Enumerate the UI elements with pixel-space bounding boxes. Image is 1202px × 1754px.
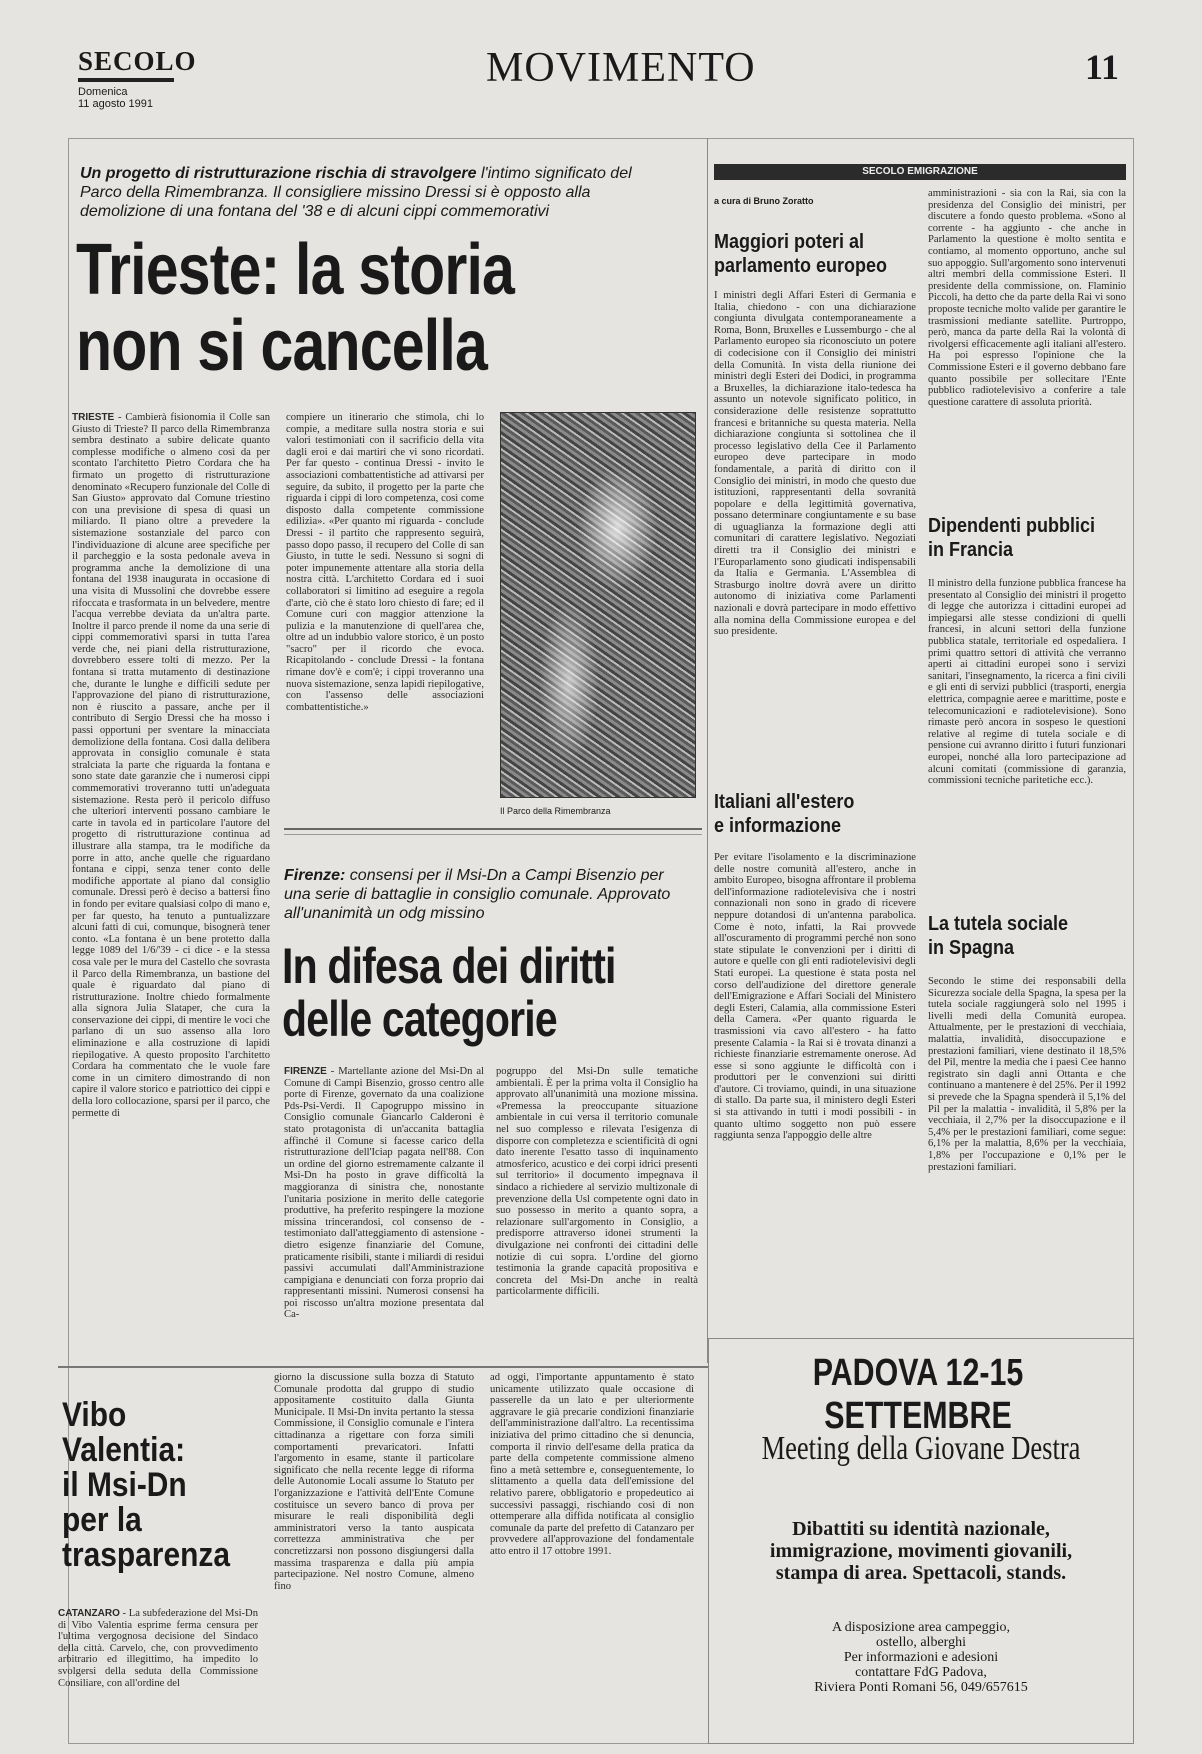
trieste-kicker-bold: Un progetto di ristrutturazione rischia di stravolgere [80, 165, 477, 182]
art2-title-line: Italiani all'estero [714, 791, 855, 813]
firenze-col1-text: - Martellante azione del Msi-Dn al Comune di Campi Bisenzio, grosso centro alle porte di Firenze, governato da una coalizione Pds-Psi-Verdi. Il Capogruppo missino in Consiglio comunale Giancarlo Calderoni è stato protagonista di un'accanita battaglia affinché il Comune si facesse carico della ristrutturazione dell'Iciap pagata nell'88. Con un ordine del giorno estremamente calzante il Msi-Dn ha posto in grave difficoltà la maggioranza di sinistra che, nonostante l'unitaria posizione in merito delle categorie produttive, ha preferito respingere la mozione missina trincerandosi, col consenso de - testimoniato dall'atteggiamento di astensione - dietro esigenze finanziarie del Comune, praticamente risibili, stante i miliardi di residui passivi accumulati dall'Amministrazione campigiana e denunciati con forza proprio dai rappresentanti missini. Numerosi consensi ha poi riscosso un'altra mozione presentata dal Ca- [284, 1066, 484, 1321]
trieste-kicker [80, 164, 660, 221]
emigrazione-art3-text: Il ministro della funzione pubblica francese ha presentato al Consiglio dei ministri il progetto di legge che autorizza i cittadini europei ad impiegarsi alle stesse condizioni di quelli francesi, in alcuni settori della funzione pubblica statale, territoriale ed ospedaliera. I primi quattro settori di attività che verranno aperti ai cittadini europei sono i servizi sanitari, l'insegnamento, la ricerca a fini civili e gli enti di servizi pubblici (trasporti, energia elettrica, compagnie aeree e marittime, poste e telecomunicazioni e radiotelevisione). Sono rimaste però ancora in sospeso le questioni relative al regime di tutela sociale e di pensione cui avranno diritto i futuri funzionari europei, nonché alla loro partecipazione ad alcuni comitati (commissione di garanzia, commissioni tecniche paritetiche ecc.). [928, 578, 1126, 787]
page-number: 11 [1085, 47, 1120, 87]
masthead-date [78, 86, 153, 110]
firenze-headline [282, 940, 692, 1046]
trieste-kicker-rest: l'intimo significato del Parco della Rimembranza. Il consigliere missino Dressi si è opposto alla demolizione di una fontana del '38 e di alcuni cippi commemorativi [80, 165, 632, 220]
advert-desc-line: Dibattiti su identità nazionale, [792, 1518, 1050, 1540]
art1-title-line: parlamento europeo [714, 255, 888, 277]
vibo-column-2: giorno la discussione sulla bozza di Statuto Comunale prodotta dal gruppo di studio appositamente costituito dalla Giunta Municipale. Il Msi-Dn invita pertanto la stessa Commissione, il Consiglio comunale e l'intera cittadinanza a rigettare con forza simili comportamenti prevaricatori. Infatti l'argomento in esame, stante il particolare significato che nella recente legge di riforma delle Autonomie Locali assume lo Statuto per l'organizzazione e l'attività dell'Ente Comune costituisce un severo banco di prova per misurare le reali disponibilità degli amministratori verso la tanto auspicata correttezza amministrativa che per concretizzarsi non possono disgiungersi dalla massima trasparenza e dalla più ampia partecipazione. Nel nostro Comune, almeno fino [274, 1372, 474, 1592]
advert-subtitle: Meeting della Giovane Destra [761, 1430, 1081, 1467]
emigrazione-art2-text: Per evitare l'isolamento e la discriminazione delle nostre comunità all'estero, anche in ambito Europeo, bisogna affrontare il problema dell'informazione radiotelevisiva che i nostri connazionali non sono in grado di ricevere neppure dotandosi di un'antenna parabolica. Come è noto, infatti, la Rai provvede all'oscuramento di programmi perché non sono state stipulate le convenzioni per i diritti di autore e quelle con gli enti radiotelevisivi degli Stati europei. La questione è stata posta nel corso dell'audizione del direttore generale dell'Emigrazione e Affari Sociali del Ministero degli Esteri, Calamia, alla commissione Esteri della Camera. «Per quanto riguarda le trasmissioni via cavo all'estero - ha fatto presente Calamia - la Rai si è trovata dinanzi a richieste finanziarie estremamente onerose. Ad esse si sono aggiunte le difficoltà con i produttori per le convenzioni sui diritti d'autore. Ci troviamo, quindi, in una situazione di stallo. Da parte sua, il ministero degli Esteri si sta attivando in tutti i modi possibili - in quanto ultimo soggetto non può essere raggiunta senza l'appoggio delle altre [714, 852, 916, 1142]
advert-description [716, 1518, 1126, 1584]
art3-title-line: in Francia [928, 539, 1014, 561]
advert-info-line: A disposizione area campeggio, [831, 1620, 1011, 1635]
emigrazione-art2-continued: amministrazioni - sia con la Rai, sia con la presidenza del Consiglio dei ministri, per discutere a fondo questo problema. «Sono al corrente - ha aggiunto - che anche in Parlamento la questione è molto sentita e contiamo, al momento opportuno, anche sul suo appoggio. Sull'argomento sono intervenuti altri membri della commissione Esteri. Il presidente della commissione, on. Flaminio Piccoli, ha detto che da parte della Rai vi sono proposte tecniche molto valide per garantire le trasmissioni mediante satellite. Purtroppo, però, manca da parte della Rai la volontà di rivolgersi efficacemente agli italiani all'estero. Ha poi espresso l'opinione che la Commissione Esteri e il governo debbano fare quanto possibile per sollecitare l'Ente pubblico radiotelevisivo a conferire a tale questione carattere di assoluta priorità. [928, 188, 1126, 408]
vibo-headline-line: il Msi-Dn [62, 1466, 187, 1504]
firenze-dateline: FIRENZE [284, 1066, 327, 1077]
advert-title: PADOVA 12-15 SETTEMBRE [812, 1352, 1024, 1437]
trieste-col1-text: - Cambierà fisionomia il Colle san Giusto di Trieste? Il parco della Rimembranza sembra destinato a subire delicate quanto complesse modifiche o almeno così da per scontato l'architetto Pietro Cordara che ha firmato un progetto di ristrutturazione denominato «Recupero funzionale del Colle di San Giusto» approvato dal Comune triestino con una previsione di spesa di quasi un miliardo. Il piano oltre a prevedere la sistemazione sostanziale del parco con l'individuazione di alcune aree specifiche per il parcheggio e la sosta pedonale aveva in programma anche la demolizione di una fontana del 1938 inaugurata in occasione di una visita di Mussolini che dovrebbe essere rifoccata e trasformata in un belvedere, mentre l'acqua verrebbe deviata da un'altra parte. Inoltre il parco prende il nome da una serie di cippi commemorativi sparsi in tutta l'area verde che, nei piani della ristrutturazione, dovrebbero essere tolti di mezzo. Per la fontana si tratta mutamento di destinazione che, durante le lunghe e difficili sedute per l'approvazione del piano di ristrutturazione, non è riuscito a passare, anche per il contributo di Sergio Dressi che ha mosso i passi opportuni per sventare la minacciata demolizione della fontana. Così dalla delibera approvata in consiglio comunale è stata stralciata la parte che riguarda la fontana e sono state date garanzie che i numerosi cippi commemorativi troveranno tutti un'adeguata sistemazione. Resta però il pericolo diffuso che ulteriori interventi possano cambiare le carte in tavola ed in particolare l'autore del progetto di ristrutturazione continua ad illustrare alla stampa, tra le modifiche da porre in atto, anche quelle che riguardano fontana e cippi, senza tener conto delle modifiche apportate al piano dal consiglio comunale. Dressi però è deciso a battersi fino in fondo per evitare qualsiasi colpo di mano e, per far questo, ha tenuto a puntualizzare alcuni fatti di cui, comunque, bisognerà tener conto. «La fontana è un bene protetto dalla legge 1089 del 1/6/'39 - ci dice - e la stessa cosa vale per le mura del Castello che sovrasta il Parco della Rimembranza, un bastione del quale è riguardato dal piano di ristrutturazione. Inoltre chiedo formalmente alla signora Julia Slataper, che cura la conservazione dei cippi, di mentire le voci che parlano di un suo assenso alla loro eliminazione e alla costruzione di lapidi riepilogative. A questo proposito l'architetto Cordara ha commentato che le vuole fare come in un cimitero dimostrando di non capire il valore storico e patriottico dei cippi e della loro collocazione, sparsi per il parco, che permette di [72, 412, 270, 1119]
trieste-headline [76, 232, 584, 385]
emigrazione-art1-title [714, 230, 894, 278]
vibo-top-rule [58, 1366, 708, 1368]
vibo-column-1 [58, 1608, 258, 1746]
vibo-headline-line: per la [62, 1501, 142, 1539]
masthead-rule [78, 78, 174, 82]
firenze-headline-line2: delle categorie [282, 991, 557, 1047]
advert-info [716, 1620, 1126, 1695]
emigrazione-art3-title [928, 514, 1104, 562]
art2-title-line: e informazione [714, 815, 842, 837]
art1-title-line: Maggiori poteri al [714, 231, 865, 253]
parco-photo [500, 412, 696, 798]
masthead-date-text: 11 agosto 1991 [78, 98, 154, 110]
curated-by: a cura di Bruno Zoratto [714, 196, 814, 206]
firenze-kicker-bold: Firenze: [284, 867, 346, 884]
art4-title-line: in Spagna [928, 937, 1015, 959]
masthead-day: Domenica [78, 86, 128, 98]
masthead-logo: SECOLO [78, 46, 197, 76]
advert-desc-line: stampa di area. Spettacoli, stands. [775, 1562, 1067, 1584]
emigrazione-art2-title [714, 790, 894, 838]
trieste-headline-line2: non si cancella [76, 306, 487, 387]
vibo-headline-line: trasparenza [62, 1536, 230, 1574]
trieste-column-1 [72, 412, 270, 1332]
advert-info-line: Riviera Ponti Romani 56, 049/657615 [814, 1680, 1028, 1695]
trieste-headline-line1: Trieste: la storia [76, 230, 515, 310]
advert-desc-line: immigrazione, movimenti giovanili, [769, 1540, 1073, 1562]
vibo-column-3: ad oggi, l'importante appuntamento è stato unicamente utilizzato quale occasione di passerelle da un lato e per ulteriormente aggravare le già precarie condizioni finanziarie dell'amministrazione dall'altro. La recentissima iniziativa del primo cittadino che si denuncia, comporta il rinvio dell'esame della pratica da parte della competente commissione almeno fino a metà settembre e, conseguentemente, lo slittamento a quella data dell'emissione del relativo parere, obbligatorio e propedeutico ai successivi passaggi, rischiando così di non ottemperare alla diffida notificata al consiglio comunale da parte del prefetto di Catanzaro per provvedere all'approvazione del fondamentale atto entro il 17 ottobre 1991. [490, 1372, 694, 1557]
firenze-headline-line1: In difesa dei diritti [282, 938, 616, 994]
firenze-kicker [284, 866, 684, 923]
art4-title-line: La tutela sociale [928, 913, 1069, 935]
trieste-column-2: compiere un itinerario che stimola, chi lo compie, a meditare sulla nostra storia e sui valori testimoniati con il sacrificio della vita dagli eroi e dai martiri che vi sono ricordati. Per far questo - continua Dressi - invito le associazioni combattentistiche ad attivarsi per seguire, da subito, il progetto per la parte che riguarda i cippi di loro competenza, così come disposto dalla competente commissione edilizia». «Per quanto mi riguarda - conclude Dressi - il partito che rappresento seguirà, passo dopo passo, il recupero del Colle di san Giusto, in tutte le sedi. Nessuno si sogni di poter impunemente attentare alla storia della nostra città. L'architetto Cordara ed i suoi collaboratori si limitino ad eseguire a regola d'arte, ciò che è stato loro chiesto di fare; ed il Comune curi con maggior attenzione la pulizia e la manutenzione di quell'area che, oltre ad un indubbio valore storico, è un posto "sacro" per il ricordo che evoca. Ricapitolando - conclude Dressi - la fontana rimane dov'è e com'è; i cippi troveranno una nuova sistemazione, senza lapidi riepilogative, con l'assenso delle associazioni combattentistiche.» [286, 412, 484, 713]
photo-caption: Il Parco della Rimembranza [500, 806, 611, 816]
firenze-column-1 [284, 1066, 484, 1328]
advert-info-line: Per informazioni e adesioni [843, 1650, 999, 1665]
emigrazione-art4-title [928, 912, 1104, 960]
vibo-headline-line: Valentia: [62, 1431, 186, 1469]
section-title: MOVIMENTO [486, 45, 756, 91]
trieste-dateline: TRIESTE [72, 412, 115, 423]
emigrazione-art4-text: Secondo le stime dei responsabili della Sicurezza sociale della Spagna, la spesa per la tutela sociale raggiungerà solo nel 1995 i livelli medi della Comunità europea. Attualmente, per le prestazioni di vecchiaia, malattia, invalidità, disoccupazione e prestazioni familiari, viene destinato il 18,5% del Pil, mentre la media che i paesi Cee hanno registrato sin dagli anni Ottanta e che continuano a mantenere è del 25%. Per il 1992 si prevede che la Spagna spenderà il 5,1% del Pil per la malattia - invalidità, il 5,8% per la vecchiaia, il 2,7% per la disoccupazione e il 5,4% per le prestazioni familiari, come segue: 6,1% per la malattia, 8,6% per la vecchiaia, 1,8% per l'occupazione e 0,1% per le prestazioni familiari. [928, 976, 1126, 1173]
firenze-column-2: pogruppo del Msi-Dn sulle tematiche ambientali. È per la prima volta il Consiglio ha approvato all'unanimità una mozione missina. «Premessa la preoccupante situazione ambientale in cui versa il territorio comunale nel suo complesso e rilevata l'esigenza di disporre con completezza e scientificità di ogni dato inerente l'esatto tasso di inquinamento atmosferico, acustico e dei corpi idrici presenti sul territorio» il documento impegnava il sindaco a richiedere al servizio multizonale di prevenzione della Usl competente ogni dato in suo possesso in merito a quanto sopra, a relazionare sull'argomento in Consiglio, a predisporre attraverso idonei strumenti la divulgazione nei confronti dei cittadini delle notizie di cui sopra. L'ordine del giorno testimonia la grande capacità propositiva e concreta del Msi-Dn anche in realtà particolarmente difficili. [496, 1066, 698, 1298]
advert-info-line: ostello, alberghi [876, 1635, 966, 1650]
vibo-dateline: CATANZARO [58, 1608, 120, 1619]
emigrazione-banner: SECOLO EMIGRAZIONE [714, 164, 1126, 180]
vibo-headline [62, 1398, 230, 1573]
vibo-col1-text: - La subfederazione del Msi-Dn di Vibo Valentia esprime ferma censura per l'ultima vergognosa decisione del Sindaco della città. Carvelo, che, con provvedimento arbitrario ed illegittimo, ha impedito lo svolgersi della seduta della Commissione Consiliare, con all'ordine del [58, 1608, 258, 1689]
emigrazione-art1-text: I ministri degli Affari Esteri di Germania e Italia, chiedono - con una dichiarazione congiunta divulgata contemporaneamente a Roma, Bonn, Bruxelles e Lussemburgo - che al Parlamento europeo sia riconosciuto un potere di codecisione con il Consiglio dei ministri della Comunità. In vista della riunione dei ministri degli Esteri dei Dodici, in programma a Bruxelles, la dichiarazione italo-tedesca ha assunto un notevole significato politico, in considerazione delle resistenze soprattutto francesi e britanniche su questa materia. Nella dichiarazione congiunta si sottolinea che il processo legislativo della Cee il Parlamento europeo deve partecipare in modo fondamentale, a parità di diritto con il Consiglio dei ministri, in modo che questo due istituzioni, rappresentanti della sovranità popolare e della legittimità governativa, possano determinare congiuntamente e su base di uguaglianza la formazione degli atti comunitari di carattere legislativo. Negoziati diretti tra il Consiglio dei ministri e l'Europarlamento sono giudicati indispensabili da Italia e Germania. L'Assemblea di Strasburgo inoltre dovrà avere un diritto autonomo di iniziativa come Parlamenti nazionali e dovrà partecipare in modo effettivo alla nomina della Commissione europea e del suo presidente. [714, 290, 916, 638]
article-separator [284, 828, 702, 835]
vibo-headline-line: Vibo [62, 1396, 127, 1434]
advert-info-line: contattare FdG Padova, [855, 1665, 987, 1680]
firenze-kicker-rest: consensi per il Msi-Dn a Campi Bisenzio per una serie di battaglie in consiglio comunale. Approvato all'unanimità un odg missino [284, 867, 671, 922]
art3-title-line: Dipendenti pubblici [928, 515, 1095, 537]
